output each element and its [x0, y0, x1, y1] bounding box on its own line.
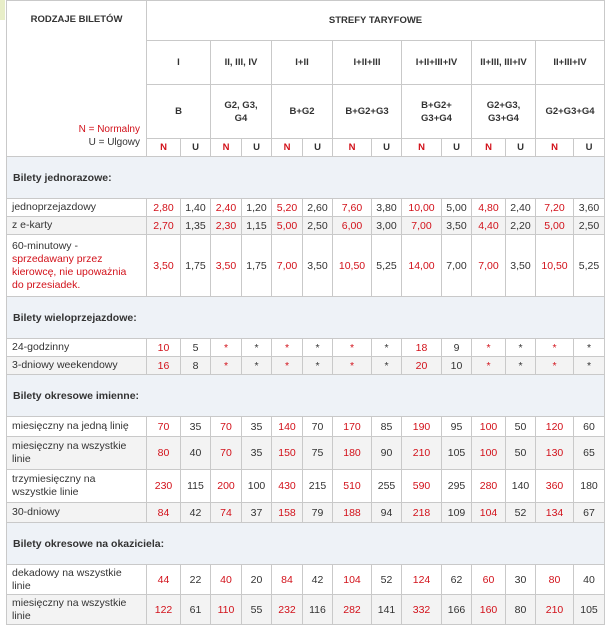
price-reduced: 1,35 — [181, 217, 211, 235]
price-reduced: 180 — [574, 470, 605, 503]
table-row — [7, 595, 605, 625]
price-reduced: 5,00 — [442, 199, 472, 217]
legend-n-letter: N — [78, 124, 86, 135]
price-normal: * — [333, 357, 372, 375]
price-reduced: 37 — [242, 503, 272, 523]
price-normal: 100 — [472, 417, 506, 437]
price-reduced: 60 — [574, 417, 605, 437]
price-reduced: 2,50 — [303, 217, 333, 235]
price-reduced: * — [574, 357, 605, 375]
price-normal: 188 — [333, 503, 372, 523]
price-reduced: 1,75 — [242, 235, 272, 297]
price-reduced: 35 — [181, 417, 211, 437]
price-normal: 590 — [402, 470, 442, 503]
legend-n-text: = Normalny — [85, 124, 140, 135]
price-normal: 218 — [402, 503, 442, 523]
table-row — [7, 357, 605, 375]
price-normal: 10 — [147, 339, 181, 357]
price-normal: 150 — [272, 437, 303, 470]
price-reduced: 61 — [181, 595, 211, 625]
price-reduced: 1,15 — [242, 217, 272, 235]
ticket-label-line: jednoprzejazdowy — [12, 201, 97, 213]
ticket-types-header — [7, 1, 147, 157]
normal-column-header: N — [333, 139, 372, 157]
route-header — [536, 85, 605, 139]
price-reduced: 80 — [506, 595, 536, 625]
zone-header: I+II+III+IV — [402, 41, 472, 85]
price-reduced: 95 — [442, 417, 472, 437]
price-normal: 170 — [333, 417, 372, 437]
price-reduced: 105 — [442, 437, 472, 470]
price-normal: 5,00 — [272, 217, 303, 235]
section-title: Bilety jednorazowe: — [7, 157, 605, 199]
ticket-label-line: wszystkie linie — [12, 486, 79, 498]
price-normal: 110 — [211, 595, 242, 625]
ticket-label — [7, 437, 147, 470]
route-line: B+G2 — [289, 106, 315, 117]
price-normal: 180 — [333, 437, 372, 470]
ticket-label-line: 30-dniowy — [12, 506, 60, 518]
price-reduced: 3,50 — [442, 217, 472, 235]
price-reduced: 8 — [181, 357, 211, 375]
price-normal: 7,20 — [536, 199, 574, 217]
price-normal: * — [536, 339, 574, 357]
price-reduced: 295 — [442, 470, 472, 503]
price-normal: 122 — [147, 595, 181, 625]
table-row — [7, 217, 605, 235]
ticket-label — [7, 470, 147, 503]
price-reduced: 9 — [442, 339, 472, 357]
ticket-label-line: linie — [12, 579, 31, 592]
price-normal: 10,00 — [402, 199, 442, 217]
route-header — [333, 85, 402, 139]
route-line: G4 — [234, 112, 248, 124]
price-reduced: 116 — [303, 595, 333, 625]
reduced-column-header: U — [574, 139, 605, 157]
price-normal: 14,00 — [402, 235, 442, 297]
section-row — [7, 523, 605, 565]
price-normal: 3,50 — [211, 235, 242, 297]
ticket-label-line: 24-godzinny — [12, 341, 70, 353]
ticket-note-line: do przesiadek. — [12, 278, 81, 291]
ticket-label-line: miesięczny na wszystkie — [12, 596, 127, 609]
price-normal: 130 — [536, 437, 574, 470]
price-reduced: 50 — [506, 417, 536, 437]
price-reduced: 90 — [372, 437, 402, 470]
price-normal: 210 — [536, 595, 574, 625]
price-normal: 430 — [272, 470, 303, 503]
price-normal: 2,40 — [211, 199, 242, 217]
price-reduced: 85 — [372, 417, 402, 437]
price-normal: 84 — [147, 503, 181, 523]
route-header — [147, 85, 211, 139]
ticket-label-line: miesięczny na wszystkie — [12, 440, 127, 452]
price-normal: 2,30 — [211, 217, 242, 235]
route-header — [402, 85, 472, 139]
price-normal: 20 — [402, 357, 442, 375]
ticket-label — [7, 339, 147, 357]
normal-column-header: N — [402, 139, 442, 157]
price-normal: 140 — [272, 417, 303, 437]
left-accent-bar — [0, 0, 5, 20]
price-normal: 158 — [272, 503, 303, 523]
price-reduced: 5,25 — [372, 235, 402, 297]
price-normal: 2,80 — [147, 199, 181, 217]
price-reduced: 2,60 — [303, 199, 333, 217]
price-normal: 232 — [272, 595, 303, 625]
price-normal: 210 — [402, 437, 442, 470]
price-normal: * — [211, 357, 242, 375]
reduced-column-header: U — [442, 139, 472, 157]
price-normal: 74 — [211, 503, 242, 523]
reduced-column-header: U — [372, 139, 402, 157]
price-reduced: 215 — [303, 470, 333, 503]
normal-column-header: N — [272, 139, 303, 157]
section-title: Bilety okresowe na okaziciela: — [7, 523, 605, 565]
ticket-label-line: 3-dniowy weekendowy — [12, 359, 118, 371]
price-normal: 160 — [472, 595, 506, 625]
price-reduced: 42 — [181, 503, 211, 523]
price-reduced: 35 — [242, 417, 272, 437]
ticket-label — [7, 417, 147, 437]
section-title: Bilety wieloprzejazdowe: — [7, 297, 605, 339]
route-line: G3+G4 — [488, 112, 519, 124]
price-normal: 7,00 — [402, 217, 442, 235]
price-normal: 120 — [536, 417, 574, 437]
route-line: G2+G3, — [486, 99, 521, 111]
price-reduced: 5,25 — [574, 235, 605, 297]
price-normal: 44 — [147, 565, 181, 595]
price-normal: 104 — [333, 565, 372, 595]
price-reduced: * — [506, 339, 536, 357]
price-reduced: 141 — [372, 595, 402, 625]
price-reduced: 10 — [442, 357, 472, 375]
price-reduced: 7,00 — [442, 235, 472, 297]
price-normal: 18 — [402, 339, 442, 357]
price-normal: * — [272, 357, 303, 375]
price-reduced: 5 — [181, 339, 211, 357]
price-reduced: 42 — [303, 565, 333, 595]
price-reduced: 30 — [506, 565, 536, 595]
normal-column-header: N — [211, 139, 242, 157]
price-normal: 2,70 — [147, 217, 181, 235]
section-row — [7, 157, 605, 199]
reduced-column-header: U — [506, 139, 536, 157]
table-row — [7, 339, 605, 357]
price-normal: * — [272, 339, 303, 357]
ticket-label-line: z e-karty — [12, 219, 53, 231]
price-normal: 124 — [402, 565, 442, 595]
price-reduced: * — [242, 357, 272, 375]
zone-header: I — [147, 41, 211, 85]
ticket-label — [7, 503, 147, 523]
price-normal: 3,50 — [147, 235, 181, 297]
price-normal: * — [333, 339, 372, 357]
price-normal: 70 — [147, 417, 181, 437]
price-reduced: 115 — [181, 470, 211, 503]
price-normal: 7,60 — [333, 199, 372, 217]
legend-u-text: = Ulgowy — [95, 137, 140, 148]
price-normal: 80 — [147, 437, 181, 470]
price-reduced: 79 — [303, 503, 333, 523]
price-normal: 70 — [211, 437, 242, 470]
price-normal: 104 — [472, 503, 506, 523]
price-reduced: 2,40 — [506, 199, 536, 217]
price-reduced: 65 — [574, 437, 605, 470]
section-title: Bilety okresowe imienne: — [7, 375, 605, 417]
price-reduced: * — [372, 339, 402, 357]
price-reduced: 3,00 — [372, 217, 402, 235]
ticket-label-line: linie — [12, 453, 31, 465]
price-reduced: 255 — [372, 470, 402, 503]
route-header — [211, 85, 272, 139]
price-reduced: 2,20 — [506, 217, 536, 235]
price-reduced: 55 — [242, 595, 272, 625]
price-reduced: 3,60 — [574, 199, 605, 217]
price-reduced: 40 — [181, 437, 211, 470]
price-normal: 332 — [402, 595, 442, 625]
price-reduced: 3,50 — [506, 235, 536, 297]
table-row — [7, 437, 605, 470]
price-reduced: * — [574, 339, 605, 357]
reduced-column-header: U — [181, 139, 211, 157]
price-normal: 84 — [272, 565, 303, 595]
price-normal: * — [472, 339, 506, 357]
route-line: G3+G4 — [421, 112, 452, 124]
price-normal: 6,00 — [333, 217, 372, 235]
price-normal: 7,00 — [472, 235, 506, 297]
price-reduced: * — [242, 339, 272, 357]
legend — [79, 123, 140, 149]
ticket-types-title: RODZAJE BILETÓW — [30, 14, 123, 25]
price-reduced: 50 — [506, 437, 536, 470]
price-normal: 7,00 — [272, 235, 303, 297]
reduced-column-header: U — [242, 139, 272, 157]
price-reduced: 52 — [506, 503, 536, 523]
ticket-label — [7, 235, 147, 297]
price-normal: 16 — [147, 357, 181, 375]
price-normal: 360 — [536, 470, 574, 503]
zone-header: II, III, IV — [211, 41, 272, 85]
price-normal: 5,00 — [536, 217, 574, 235]
price-normal: 200 — [211, 470, 242, 503]
table-row — [7, 503, 605, 523]
price-reduced: 40 — [574, 565, 605, 595]
price-normal: 134 — [536, 503, 574, 523]
price-reduced: 75 — [303, 437, 333, 470]
ticket-label-line: linie — [12, 609, 31, 622]
price-reduced: * — [506, 357, 536, 375]
price-reduced: 166 — [442, 595, 472, 625]
price-reduced: 70 — [303, 417, 333, 437]
ticket-label — [7, 595, 147, 625]
table-row — [7, 417, 605, 437]
ticket-label-line: miesięczny na jedną linię — [12, 420, 129, 432]
price-reduced: 52 — [372, 565, 402, 595]
price-normal: 190 — [402, 417, 442, 437]
ticket-note-line: kierowcę, nie upoważnia — [12, 265, 127, 278]
ticket-label — [7, 217, 147, 235]
route-line: G2+G3+G4 — [545, 106, 595, 117]
table-row — [7, 565, 605, 595]
price-reduced: * — [303, 339, 333, 357]
price-reduced: 105 — [574, 595, 605, 625]
ticket-label — [7, 199, 147, 217]
price-reduced: * — [372, 357, 402, 375]
price-normal: * — [472, 357, 506, 375]
ticket-label-line: dekadowy na wszystkie — [12, 566, 122, 579]
price-reduced: 20 — [242, 565, 272, 595]
zone-header: I+II — [272, 41, 333, 85]
route-header — [272, 85, 333, 139]
table-row — [7, 199, 605, 217]
price-normal: 4,40 — [472, 217, 506, 235]
price-reduced: 1,75 — [181, 235, 211, 297]
price-reduced: 140 — [506, 470, 536, 503]
route-line: B+G2+ — [421, 99, 452, 111]
table-row — [7, 235, 605, 297]
price-normal: 280 — [472, 470, 506, 503]
price-reduced: 3,50 — [303, 235, 333, 297]
route-header — [472, 85, 536, 139]
price-normal: 230 — [147, 470, 181, 503]
price-reduced: 109 — [442, 503, 472, 523]
price-normal: * — [536, 357, 574, 375]
ticket-label-line: 60-minutowy - — [12, 239, 78, 252]
section-row — [7, 375, 605, 417]
zone-header: II+III, III+IV — [472, 41, 536, 85]
normal-column-header: N — [472, 139, 506, 157]
price-reduced: 67 — [574, 503, 605, 523]
zone-header: II+III+IV — [536, 41, 605, 85]
price-normal: 10,50 — [536, 235, 574, 297]
price-reduced: 94 — [372, 503, 402, 523]
price-normal: 282 — [333, 595, 372, 625]
route-line: B — [175, 106, 182, 117]
price-normal: * — [211, 339, 242, 357]
price-normal: 80 — [536, 565, 574, 595]
price-reduced: 2,50 — [574, 217, 605, 235]
price-reduced: 3,80 — [372, 199, 402, 217]
price-normal: 40 — [211, 565, 242, 595]
route-line: B+G2+G3 — [345, 106, 389, 117]
price-reduced: 62 — [442, 565, 472, 595]
ticket-label-line: trzymiesięczny na — [12, 473, 96, 485]
price-normal: 4,80 — [472, 199, 506, 217]
price-reduced: 22 — [181, 565, 211, 595]
ticket-note-line: sprzedawany przez — [12, 252, 103, 265]
fare-table — [6, 0, 605, 625]
price-normal: 60 — [472, 565, 506, 595]
price-reduced: 1,40 — [181, 199, 211, 217]
price-normal: 5,20 — [272, 199, 303, 217]
price-reduced: * — [303, 357, 333, 375]
ticket-label — [7, 357, 147, 375]
tariff-zones-header: STREFY TARYFOWE — [147, 1, 605, 41]
price-normal: 100 — [472, 437, 506, 470]
zone-header: I+II+III — [333, 41, 402, 85]
price-normal: 510 — [333, 470, 372, 503]
normal-column-header: N — [147, 139, 181, 157]
section-row — [7, 297, 605, 339]
legend-u-letter: U — [88, 137, 96, 148]
reduced-column-header: U — [303, 139, 333, 157]
price-reduced: 1,20 — [242, 199, 272, 217]
price-reduced: 35 — [242, 437, 272, 470]
price-normal: 10,50 — [333, 235, 372, 297]
price-normal: 70 — [211, 417, 242, 437]
ticket-label — [7, 565, 147, 595]
route-line: G2, G3, — [224, 99, 258, 111]
table-row — [7, 470, 605, 503]
price-reduced: 100 — [242, 470, 272, 503]
normal-column-header: N — [536, 139, 574, 157]
